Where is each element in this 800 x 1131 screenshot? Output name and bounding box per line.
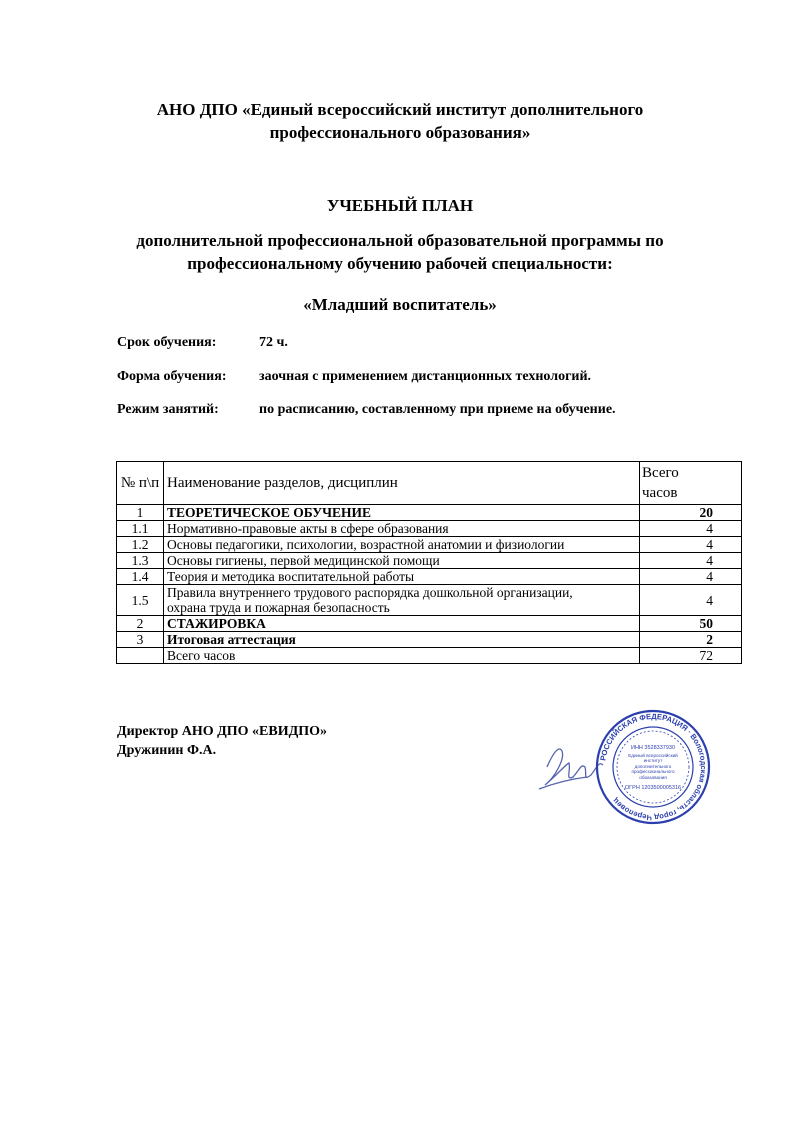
- document-title: УЧЕБНЫЙ ПЛАН: [326, 196, 474, 215]
- meta-label: Режим занятий:: [117, 402, 219, 417]
- row-hours: 4: [640, 553, 742, 569]
- seal-inner-text-box: [625, 753, 681, 779]
- row-hours: 2: [640, 632, 742, 648]
- row-num: 2: [117, 616, 164, 632]
- director-name: Дружинин Ф.А.: [117, 743, 217, 758]
- table-row: [117, 648, 742, 664]
- row-name: Итоговая аттестация: [164, 632, 640, 648]
- row-name: Нормативно-правовые акты в сфере образования: [164, 521, 640, 537]
- org-line-2: профессионального образования»: [269, 123, 531, 142]
- row-name: Основы гигиены, первой медицинской помощи: [164, 553, 640, 569]
- header-hours-line-1: Всего: [642, 465, 679, 481]
- header-hours-line-2: часов: [642, 485, 678, 501]
- row-num: 3: [117, 632, 164, 648]
- meta-duration: [117, 335, 288, 351]
- row-num: 1: [117, 505, 164, 521]
- row-name: Всего часов: [164, 648, 640, 664]
- row-hours: 4: [640, 569, 742, 585]
- program-name: «Младший воспитатель»: [303, 295, 497, 314]
- header-num: № п\п: [117, 462, 164, 505]
- row-name: Основы педагогики, психологии, возрастной анатомии и физиологии: [164, 537, 640, 553]
- row-name-line-1: Правила внутреннего трудового распорядка дошкольной организации,: [167, 585, 573, 600]
- curriculum-table: [116, 461, 742, 664]
- meta-value: по расписанию, составленному при приеме на обучение.: [259, 402, 616, 417]
- seal-inner-text: Единый всероссийский институт дополнительного профессионального образования: [628, 753, 678, 779]
- signature-block: [117, 722, 327, 760]
- subtitle-line-1: дополнительной профессиональной образовательной программы по: [136, 231, 664, 250]
- header-name: Наименование разделов, дисциплин: [164, 462, 640, 505]
- row-hours: 4: [640, 521, 742, 537]
- row-hours: 72: [640, 648, 742, 664]
- row-name-line-2: охрана труда и пожарная безопасность: [167, 600, 390, 615]
- director-title: Директор АНО ДПО «ЕВИДПО»: [117, 724, 328, 739]
- seal-inn: ИНН 3528337930: [630, 745, 676, 751]
- row-hours: 50: [640, 616, 742, 632]
- table-row: [117, 632, 742, 648]
- organization-name: [0, 98, 800, 144]
- table-row: [117, 553, 742, 569]
- row-hours: 4: [640, 537, 742, 553]
- seal-ogrn: ОГРН 1203500005316: [624, 785, 682, 791]
- row-hours: 20: [640, 505, 742, 521]
- subtitle-line-2: профессиональному обучению рабочей специальности:: [187, 254, 613, 273]
- meta-label: Срок обучения:: [117, 335, 217, 350]
- row-num: 1.3: [117, 553, 164, 569]
- document-subtitle: [0, 229, 800, 275]
- row-num: 1.1: [117, 521, 164, 537]
- table-row: [117, 569, 742, 585]
- signature-and-seal-graphic: [535, 705, 715, 830]
- official-seal: [597, 711, 709, 823]
- meta-value: заочная с применением дистанционных технологий.: [259, 369, 592, 384]
- row-name: [164, 585, 640, 616]
- table-header-row: [117, 462, 742, 505]
- row-num: 1.2: [117, 537, 164, 553]
- handwritten-signature: [539, 749, 603, 789]
- header-hours: [640, 462, 742, 505]
- row-num: [117, 648, 164, 664]
- meta-label: Форма обучения:: [117, 369, 227, 384]
- row-name: ТЕОРЕТИЧЕСКОЕ ОБУЧЕНИЕ: [164, 505, 640, 521]
- row-num: 1.4: [117, 569, 164, 585]
- meta-form: [117, 369, 591, 385]
- meta-schedule: [117, 402, 616, 418]
- table-row: [117, 537, 742, 553]
- table-row: [117, 585, 742, 616]
- org-line-1: АНО ДПО «Единый всероссийский институт дополнительного: [156, 100, 644, 119]
- row-hours: 4: [640, 585, 742, 616]
- seal-outer-text: РОССИЙСКАЯ ФЕДЕРАЦИЯ · Вологодская область, город Череповец: [598, 711, 709, 823]
- row-name: СТАЖИРОВКА: [164, 616, 640, 632]
- row-name: Теория и методика воспитательной работы: [164, 569, 640, 585]
- row-num: 1.5: [117, 585, 164, 616]
- table-row: [117, 616, 742, 632]
- meta-value: 72 ч.: [259, 335, 288, 350]
- table-row: [117, 521, 742, 537]
- table-row: [117, 505, 742, 521]
